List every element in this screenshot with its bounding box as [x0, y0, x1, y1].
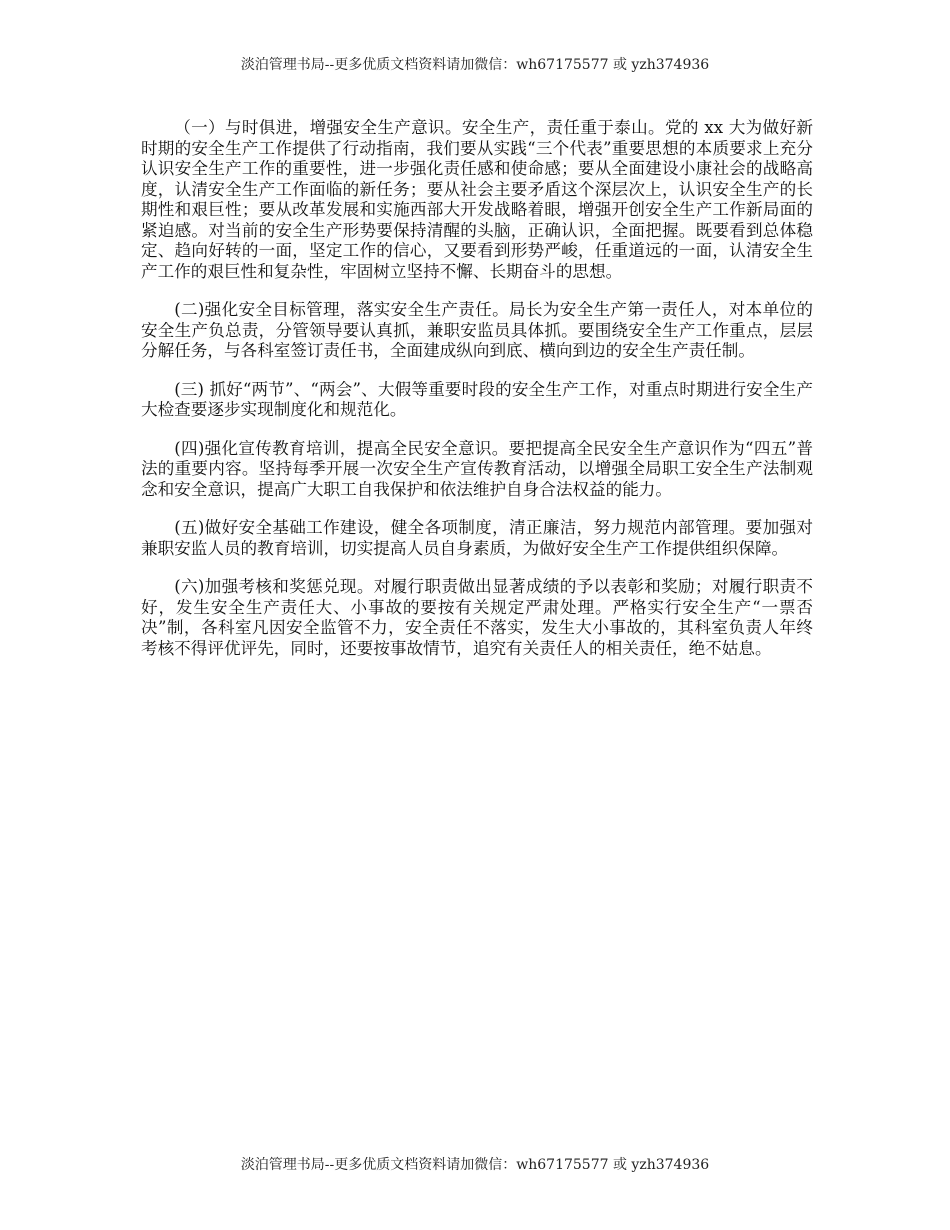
document-body — [141, 118, 813, 677]
paragraph-3: (三) 抓好“两节”、“两会”、大假等重要时段的安全生产工作，对重点时期进行安全生产大检查要逐步实现制度化和规范化。 — [141, 379, 813, 419]
paragraph-4: (四)强化宣传教育培训，提高全民安全意识。要把提高全民安全生产意识作为“四五”普法的重要内容。坚持每季开展一次安全生产宣传教育活动，以增强全局职工安全生产法制观念和安全意识，提高广大职工自我保护和依法维护自身合法权益的能力。 — [141, 438, 813, 499]
page-header: 淡泊管理书局--更多优质文档资料请加微信：wh67175577 或 yzh374936 — [240, 57, 710, 73]
page-footer: 淡泊管理书局--更多优质文档资料请加微信：wh67175577 或 yzh374936 — [240, 1157, 710, 1173]
paragraph-2: (二)强化安全目标管理，落实安全生产责任。局长为安全生产第一责任人，对本单位的安全生产负总责，分管领导要认真抓，兼职安监员具体抓。要围绕安全生产工作重点，层层分解任务，与各科室签订责任书，全面建成纵向到底、横向到边的安全生产责任制。 — [141, 300, 813, 360]
paragraph-1: （一）与时俱进，增强安全生产意识。安全生产，责任重于泰山。党的 xx 大为做好新时期的安全生产工作提供了行动指南，我们要从实践“三个代表”重要思想的本质要求上充分认识安全生产工作的重要性，进一步强化责任感和使命感；要从全面建设小康社会的战略高度，认清安全生产工作面临的新任务；要从社会主要矛盾这个深层次上，认识安全生产的长期性和艰巨性；要从改革发展和实施西部大开发战略着眼，增强开创安全生产工作新局面的紧迫感。对当前的安全生产形势要保持清醒的头脑，正确认识，全面把握。既要看到总体稳定、趋向好转的一面，坚定工作的信心，又要看到形势严峻，任重道远的一面，认清安全生产工作的艰巨性和复杂性，牢固树立坚持不懈、长期奋斗的思想。 — [141, 118, 813, 281]
paragraph-5: (五)做好安全基础工作建设，健全各项制度，清正廉洁，努力规范内部管理。要加强对兼职安监人员的教育培训，切实提高人员自身素质，为做好安全生产工作提供组织保障。 — [141, 518, 813, 558]
paragraph-6: (六)加强考核和奖惩兑现。对履行职责做出显著成绩的予以表彰和奖励；对履行职责不好，发生安全生产责任大、小事故的要按有关规定严肃处理。严格实行安全生产“一票否决”制，各科室凡因安全监管不力，安全责任不落实，发生大小事故的，其科室负责人年终考核不得评优评先，同时，还要按事故情节，追究有关责任人的相关责任，绝不姑息。 — [141, 577, 813, 658]
